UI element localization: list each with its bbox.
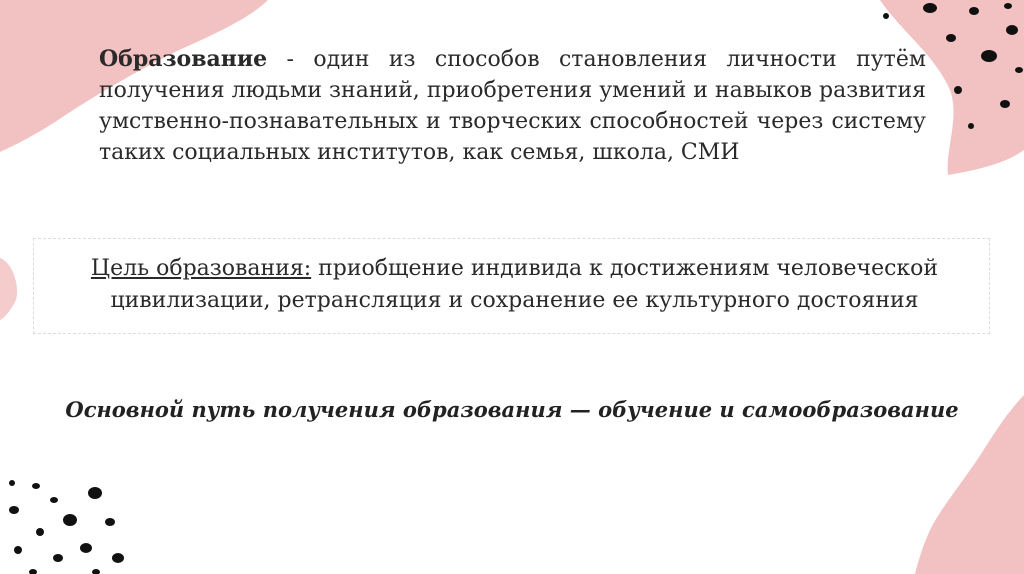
definition-term: Образование [99, 46, 268, 72]
goal-text: приобщение индивида к достижениям человеческой цивилизации, ретрансляция и сохранение ее культурного достояния [110, 256, 939, 313]
definition-text: - один из способов становления личности путём получения людьми знаний, приобретения умений и навыков развития умственно-познавательных и творческих способностей через систему таких социальных институтов, как семья, школа, СМИ [99, 47, 926, 165]
education-definition [99, 44, 926, 168]
conclusion-statement: Основной путь получения образования — обучение и самообразование [65, 397, 959, 422]
education-goal [62, 253, 967, 317]
goal-label: Цель образования: [90, 256, 312, 281]
bottom-left-dots [9, 480, 124, 574]
left-pink-smudge [0, 258, 17, 320]
